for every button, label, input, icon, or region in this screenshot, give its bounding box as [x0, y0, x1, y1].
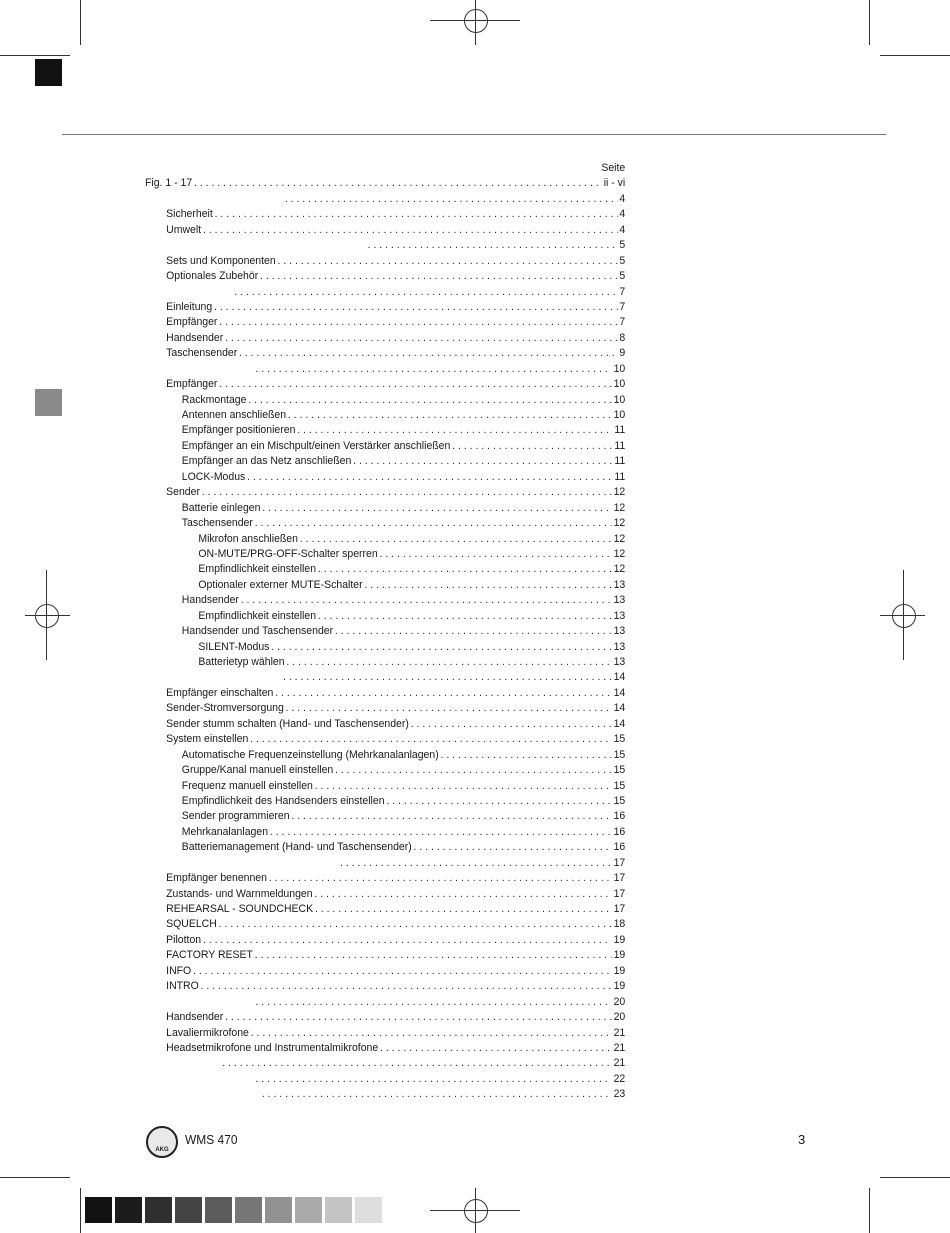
toc-entry-title: Empfänger	[166, 378, 218, 391]
toc-entry-page: ii - vi	[603, 177, 626, 190]
toc-entry-page: 14	[613, 717, 626, 730]
grayscale-swatch	[325, 1197, 352, 1223]
toc-dot-leader	[201, 979, 612, 994]
toc-entry	[145, 701, 625, 716]
crop-mark-top-right	[880, 55, 950, 56]
toc-entry-title: SILENT-Modus	[198, 640, 270, 653]
grayscale-swatch	[265, 1197, 292, 1223]
toc-entry-page: 19	[613, 933, 626, 946]
toc-entry-page: 13	[613, 594, 626, 607]
toc-entry-title: Empfindlichkeit einstellen	[198, 563, 317, 576]
toc-dot-leader	[286, 701, 612, 716]
toc-entry-page: 21	[613, 1041, 626, 1054]
toc-entry	[145, 902, 625, 917]
toc-dot-leader	[219, 315, 617, 330]
toc-entry-page: 21	[613, 1057, 626, 1070]
toc-entry	[145, 192, 625, 207]
toc-entry-title: Gruppe/Kanal manuell einstellen	[181, 764, 334, 777]
toc-entry-title: Mikrofon anschließen	[198, 532, 298, 545]
toc-entry	[145, 670, 625, 685]
toc-entry	[145, 346, 625, 361]
gray-tab-marker	[35, 389, 62, 416]
table-of-contents	[145, 161, 625, 1103]
crop-mark-bottom-left-vertical	[80, 1188, 81, 1233]
registration-mark-bottom-icon	[464, 1199, 488, 1223]
toc-entry	[145, 315, 625, 330]
toc-entry	[145, 547, 625, 562]
toc-entry-page: 7	[619, 316, 626, 329]
crop-mark-bottom-right	[880, 1177, 950, 1178]
toc-entry-page: 17	[613, 856, 626, 869]
toc-seite-header: Seite	[601, 162, 626, 174]
toc-dot-leader	[202, 485, 612, 500]
grayscale-swatch	[175, 1197, 202, 1223]
toc-dot-leader	[414, 840, 612, 855]
toc-dot-leader	[247, 470, 612, 485]
toc-entry-page: 10	[613, 378, 626, 391]
toc-dot-leader	[193, 964, 612, 979]
toc-dot-leader	[364, 578, 611, 593]
grayscale-swatch	[85, 1197, 112, 1223]
toc-dot-leader	[255, 948, 612, 963]
toc-entry-page: 12	[613, 532, 626, 545]
toc-entry	[145, 516, 625, 531]
toc-entry-page: 13	[613, 640, 626, 653]
toc-dot-leader	[270, 825, 612, 840]
toc-entry	[145, 377, 625, 392]
toc-entry-title: Handsender	[181, 594, 239, 607]
toc-entry-page: 5	[619, 270, 626, 283]
toc-dot-leader	[251, 1026, 612, 1041]
toc-entry	[145, 454, 625, 469]
toc-entry-page: 14	[613, 702, 626, 715]
toc-entry	[145, 254, 625, 269]
toc-entry	[145, 1026, 625, 1041]
toc-entry-page: 12	[613, 501, 626, 514]
toc-entry	[145, 856, 625, 871]
grayscale-calibration-bar	[85, 1197, 385, 1223]
toc-entry-page: 10	[613, 362, 626, 375]
toc-entry-title: SQUELCH	[166, 918, 217, 931]
toc-dot-leader	[255, 362, 611, 377]
toc-dot-leader	[222, 1056, 611, 1071]
toc-dot-leader	[271, 640, 611, 655]
toc-entry	[145, 779, 625, 794]
toc-entry	[145, 393, 625, 408]
toc-entry-page: 4	[619, 208, 626, 221]
grayscale-swatch	[205, 1197, 232, 1223]
toc-dot-leader	[318, 609, 612, 624]
footer-product-name: WMS 470	[185, 1132, 238, 1147]
toc-entry-page: 9	[619, 347, 626, 360]
toc-dot-leader	[255, 995, 611, 1010]
toc-entry-page: 11	[614, 455, 626, 468]
toc-dot-leader	[368, 238, 618, 253]
toc-entry	[145, 300, 625, 315]
toc-dot-leader	[215, 207, 618, 222]
toc-entry-page: 16	[613, 810, 626, 823]
toc-dot-leader	[318, 562, 612, 577]
crop-mark-top-right-vertical	[869, 0, 870, 45]
toc-entry	[145, 964, 625, 979]
crop-mark-bottom-left	[0, 1177, 70, 1178]
toc-dot-leader	[353, 454, 612, 469]
toc-entry-page: 12	[613, 517, 626, 530]
toc-dot-leader	[219, 377, 611, 392]
toc-entry	[145, 439, 625, 454]
toc-entry-page: 20	[613, 1011, 626, 1024]
toc-dot-leader	[335, 763, 612, 778]
grayscale-swatch	[295, 1197, 322, 1223]
toc-entry-title: Sender stumm schalten (Hand- und Taschensender)	[166, 717, 409, 730]
toc-dot-leader	[255, 516, 612, 531]
toc-entry	[145, 238, 625, 253]
grayscale-swatch	[115, 1197, 142, 1223]
toc-entry-page: 11	[614, 439, 626, 452]
toc-dot-leader	[452, 439, 612, 454]
toc-entry-title: Pilotton	[166, 933, 202, 946]
toc-entry-title: Batteriemanagement (Hand- und Taschensender)	[181, 841, 412, 854]
toc-entry	[145, 655, 625, 670]
toc-entry	[145, 933, 625, 948]
toc-entry	[145, 763, 625, 778]
toc-entry-title: Sender programmieren	[181, 810, 290, 823]
toc-dot-leader	[411, 717, 612, 732]
toc-entry	[145, 995, 625, 1010]
toc-dot-leader	[255, 1072, 611, 1087]
toc-entry-title: Batterietyp wählen	[198, 656, 285, 668]
toc-entry-page: 12	[613, 563, 626, 576]
toc-entry	[145, 840, 625, 855]
toc-entry-page: 10	[613, 393, 626, 406]
toc-entry	[145, 578, 625, 593]
toc-dot-leader	[248, 393, 611, 408]
toc-entry	[145, 825, 625, 840]
toc-entry	[145, 624, 625, 639]
toc-entry-page: 22	[613, 1072, 626, 1085]
toc-entry	[145, 176, 625, 191]
toc-entry	[145, 470, 625, 485]
toc-entry-page: 5	[619, 239, 626, 252]
toc-entry	[145, 1087, 625, 1102]
toc-entry-title: Empfänger benennen	[166, 872, 267, 885]
toc-entry-page: 10	[613, 409, 626, 421]
toc-entry-title: Sender	[166, 486, 200, 499]
toc-entry-page: 17	[613, 903, 626, 915]
toc-entry	[145, 609, 625, 624]
toc-dot-leader	[239, 346, 617, 361]
header-rule	[62, 134, 886, 135]
footer-page-number: 3	[798, 1132, 806, 1147]
toc-entry-title: Umwelt	[166, 223, 202, 236]
toc-entry-title: Rackmontage	[181, 393, 247, 406]
toc-entry-title: INTRO	[166, 980, 199, 993]
toc-dot-leader	[315, 779, 612, 794]
toc-dot-leader	[225, 331, 617, 346]
toc-entry-page: 5	[619, 254, 626, 267]
toc-entry-page: 12	[613, 486, 626, 499]
toc-entry-title: Empfänger an ein Mischpult/einen Verstärker anschließen	[181, 439, 451, 452]
akg-logo-icon	[146, 1126, 178, 1158]
toc-entry	[145, 748, 625, 763]
logo-lettering: AKG	[155, 1147, 169, 1153]
toc-entry-title: Taschensender	[181, 517, 253, 530]
toc-entry-page: 15	[613, 748, 626, 761]
toc-entry-page: 17	[613, 872, 626, 885]
toc-entry-title: Lavaliermikrofone	[166, 1026, 249, 1039]
toc-entry-title: Handsender	[166, 331, 224, 344]
toc-entry-title: Fig. 1 - 17	[145, 177, 193, 190]
toc-entry-title: Mehrkanalanlagen	[181, 825, 269, 838]
toc-dot-leader	[269, 871, 612, 886]
toc-entry-page: 15	[613, 794, 626, 807]
toc-dot-leader	[285, 192, 618, 207]
toc-entry-title: Handsender und Taschensender	[181, 625, 334, 638]
toc-dot-leader	[441, 748, 612, 763]
toc-entry	[145, 207, 625, 222]
toc-entry	[145, 1072, 625, 1087]
toc-entry	[145, 732, 625, 747]
toc-entry	[145, 979, 625, 994]
toc-dot-leader	[262, 1087, 612, 1102]
toc-entry-page: 13	[613, 578, 626, 591]
toc-entry-title: INFO	[166, 964, 192, 977]
toc-entry-title: LOCK-Modus	[181, 470, 246, 483]
toc-dot-leader	[194, 176, 602, 191]
toc-entry	[145, 686, 625, 701]
toc-entry-page: 13	[613, 656, 626, 668]
toc-entry-title: Handsender	[166, 1011, 224, 1024]
toc-entry-page: 16	[613, 825, 626, 838]
toc-entry-title: Sets und Komponenten	[166, 254, 276, 267]
toc-dot-leader	[262, 501, 611, 516]
toc-dot-leader	[234, 285, 617, 300]
toc-entry-title: Einleitung	[166, 300, 213, 313]
toc-entry	[145, 809, 625, 824]
toc-entry-title: System einstellen	[166, 733, 249, 746]
toc-dot-leader	[225, 1010, 612, 1025]
toc-entry	[145, 1056, 625, 1071]
toc-entry-page: 18	[613, 918, 626, 931]
toc-entry	[145, 532, 625, 547]
toc-entry	[145, 423, 625, 438]
toc-entry-page: 16	[613, 841, 626, 854]
toc-entry	[145, 640, 625, 655]
toc-entry-title: Antennen anschließen	[181, 409, 287, 421]
toc-entry-title: Automatische Frequenzeinstellung (Mehrkanalanlagen)	[181, 748, 439, 761]
toc-entry-title: Empfänger einschalten	[166, 686, 274, 699]
toc-entry	[145, 485, 625, 500]
toc-entry-page: 19	[613, 980, 626, 993]
toc-entry	[145, 717, 625, 732]
toc-entry-page: 19	[613, 964, 626, 977]
toc-dot-leader	[288, 408, 612, 423]
toc-dot-leader	[315, 902, 612, 917]
toc-dot-leader	[386, 794, 611, 809]
toc-entry-page: 11	[614, 424, 626, 437]
crop-mark-top-left-vertical	[80, 0, 81, 45]
toc-entry	[145, 871, 625, 886]
toc-dot-leader	[260, 269, 618, 284]
toc-entry	[145, 223, 625, 238]
toc-entry-page: 15	[613, 733, 626, 746]
toc-entry-page: 15	[613, 764, 626, 777]
toc-dot-leader	[283, 670, 612, 685]
toc-entry-page: 13	[613, 609, 626, 622]
toc-entry-page: 14	[613, 671, 626, 684]
toc-entry	[145, 331, 625, 346]
toc-dot-leader	[314, 887, 611, 902]
toc-dot-leader	[340, 856, 612, 871]
toc-dot-leader	[297, 423, 612, 438]
toc-dot-leader	[203, 223, 618, 238]
toc-entry-page: 4	[619, 192, 626, 205]
toc-entry-title: Sicherheit	[166, 208, 213, 221]
toc-entry-title: FACTORY RESET	[166, 949, 253, 962]
toc-entries	[145, 176, 625, 1102]
toc-entry-page: 17	[613, 887, 626, 900]
toc-entry-page: 13	[613, 625, 626, 638]
grayscale-swatch	[145, 1197, 172, 1223]
registration-mark-left-icon	[35, 604, 59, 628]
toc-entry-title: Batterie einlegen	[181, 501, 261, 514]
toc-entry	[145, 408, 625, 423]
grayscale-swatch	[235, 1197, 262, 1223]
toc-dot-leader	[250, 732, 612, 747]
toc-entry-title: Headsetmikrofone und Instrumentalmikrofone	[166, 1041, 379, 1054]
toc-entry-title: Empfindlichkeit des Handsenders einstellen	[181, 794, 385, 807]
toc-entry-title: Optionales Zubehör	[166, 270, 259, 283]
toc-entry-page: 19	[613, 949, 626, 962]
toc-entry	[145, 887, 625, 902]
toc-entry-title: Optionaler externer MUTE-Schalter	[198, 578, 363, 591]
toc-entry-page: 7	[619, 300, 626, 313]
black-tab-marker	[35, 59, 62, 86]
toc-entry-page: 14	[613, 686, 626, 699]
toc-dot-leader	[203, 933, 612, 948]
toc-dot-leader	[219, 917, 612, 932]
toc-dot-leader	[278, 254, 618, 269]
toc-dot-leader	[300, 532, 612, 547]
toc-entry-page: 4	[619, 223, 626, 236]
toc-entry-title: Empfänger	[166, 316, 218, 329]
crop-mark-top-left	[0, 55, 70, 56]
toc-dot-leader	[286, 655, 611, 670]
toc-entry-title: Sender-Stromversorgung	[166, 702, 284, 715]
toc-entry	[145, 501, 625, 516]
toc-entry	[145, 917, 625, 932]
toc-entry-page: 23	[613, 1088, 626, 1101]
toc-entry	[145, 948, 625, 963]
toc-dot-leader	[380, 547, 612, 562]
toc-entry-page: 11	[614, 470, 626, 483]
toc-entry	[145, 794, 625, 809]
toc-entry	[145, 1010, 625, 1025]
toc-entry-title: Empfänger positionieren	[181, 424, 296, 437]
toc-entry-title: Zustands- und Warnmeldungen	[166, 887, 313, 900]
toc-entry-title: Empfänger an das Netz anschließen	[181, 455, 352, 468]
toc-entry-page: 15	[613, 779, 626, 792]
toc-entry	[145, 1041, 625, 1056]
crop-mark-bottom-right-vertical	[869, 1188, 870, 1233]
toc-entry	[145, 269, 625, 284]
toc-entry-page: 8	[619, 331, 626, 344]
toc-dot-leader	[214, 300, 618, 315]
toc-entry	[145, 562, 625, 577]
registration-mark-right-icon	[892, 604, 916, 628]
toc-entry-title: ON-MUTE/PRG-OFF-Schalter sperren	[198, 547, 378, 560]
toc-entry	[145, 362, 625, 377]
toc-dot-leader	[380, 1041, 612, 1056]
toc-dot-leader	[335, 624, 612, 639]
toc-entry-title: Empfindlichkeit einstellen	[198, 609, 317, 622]
registration-mark-top-icon	[464, 9, 488, 33]
toc-dot-leader	[291, 809, 611, 824]
grayscale-swatch	[355, 1197, 382, 1223]
toc-dot-leader	[241, 593, 612, 608]
toc-entry-page: 12	[613, 547, 626, 560]
toc-entry	[145, 593, 625, 608]
toc-entry-title: REHEARSAL - SOUNDCHECK	[166, 903, 314, 915]
toc-entry-title: Taschensender	[166, 347, 238, 360]
toc-dot-leader	[275, 686, 612, 701]
toc-entry-page: 7	[619, 285, 626, 298]
toc-entry-page: 20	[613, 995, 626, 1008]
toc-entry-page: 21	[613, 1026, 626, 1039]
toc-entry	[145, 285, 625, 300]
toc-entry-title: Frequenz manuell einstellen	[181, 779, 313, 792]
